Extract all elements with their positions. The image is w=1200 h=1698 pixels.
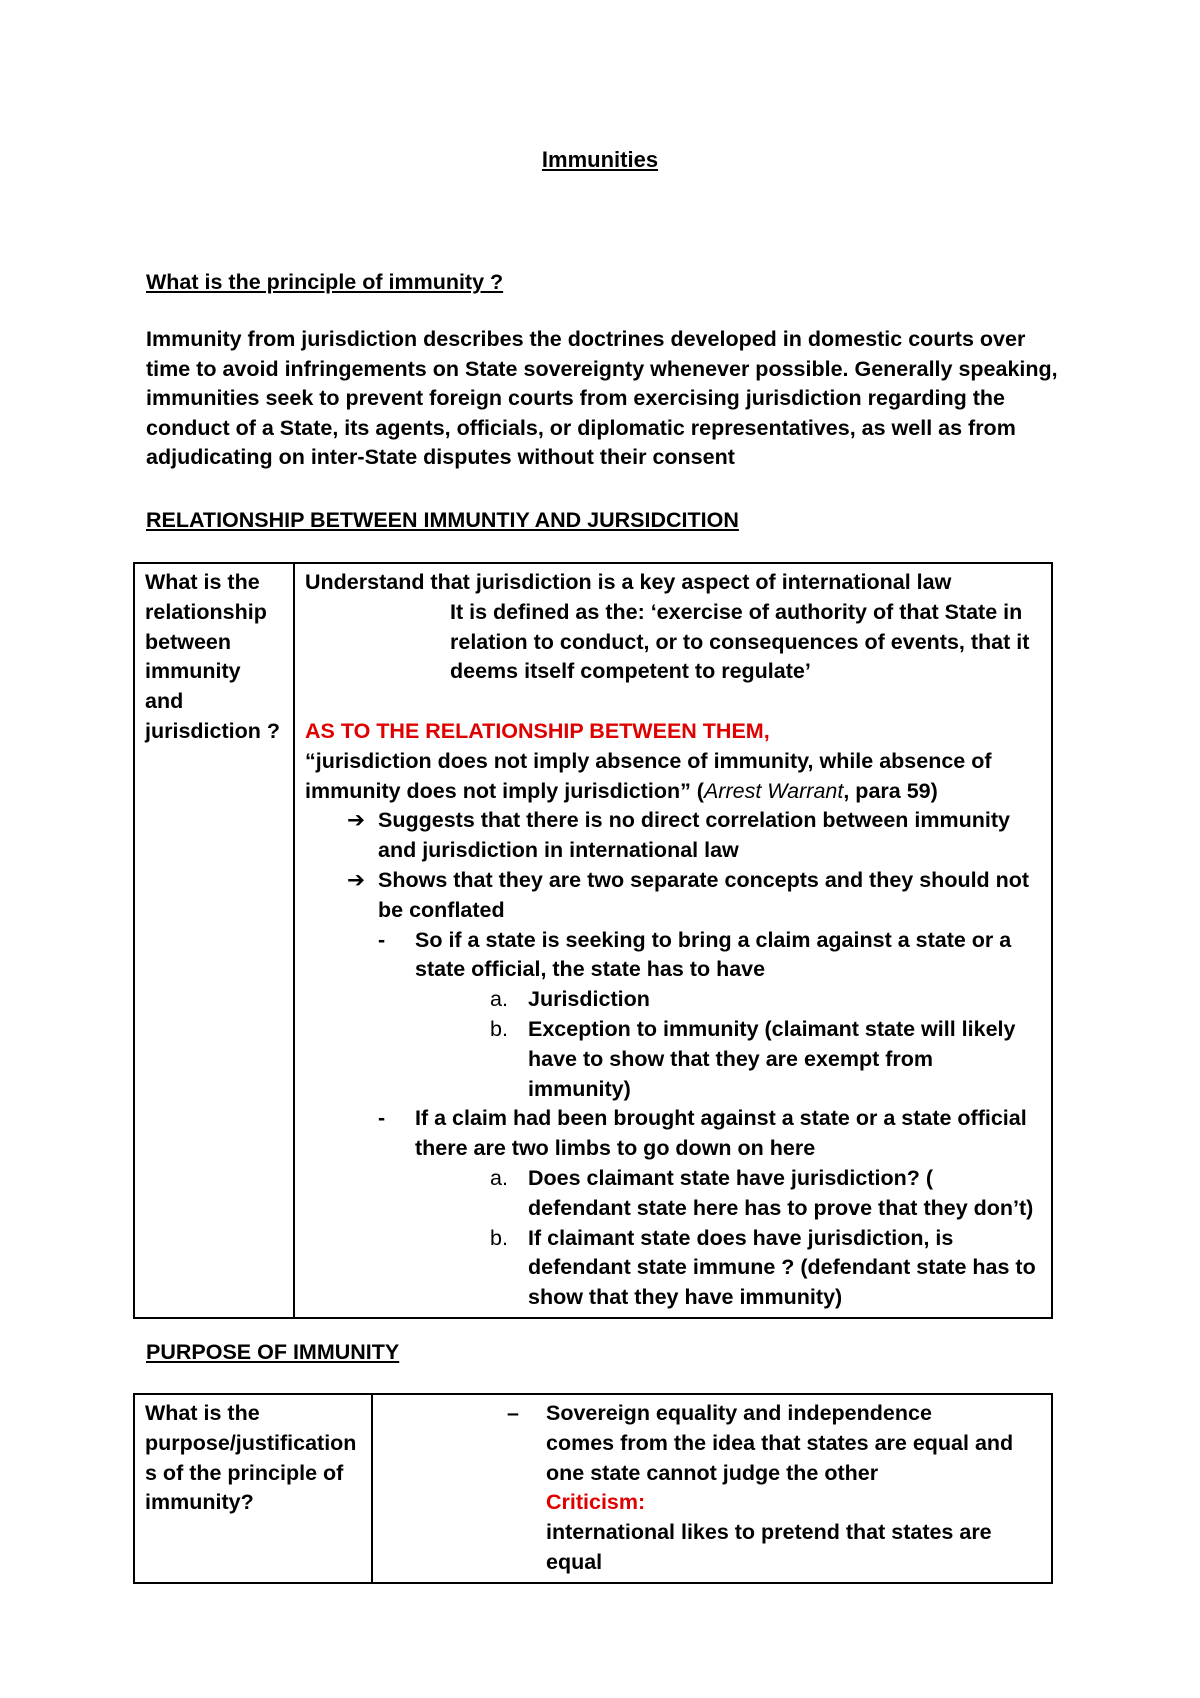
section-heading-relationship: RELATIONSHIP BETWEEN IMMUNTIY AND JURSIDCITION	[146, 508, 739, 532]
purpose-point-title: Sovereign equality and independence	[546, 1401, 932, 1425]
section-heading-principle: What is the principle of immunity ?	[146, 270, 504, 294]
intro-paragraph: Immunity from jurisdiction describes the doctrines developed in domestic courts over time to avoid infringements on State sovereignty whenever possible. Generally speaking, immunities seek to prevent foreign courts from exercising jurisdiction regarding the conduct of a State, its agents, officials, or diplomatic representatives, as well as from adjudicating on inter-State disputes without their consent	[146, 327, 1058, 469]
arrow-bullet: ➔ Suggests that there is no direct correlation between immunity and jurisdiction in international law	[347, 808, 1010, 863]
jurisdiction-definition: It is defined as the: ‘exercise of authority of that State in relation to conduct, or to consequences of events, that it deems itself competent to regulate’	[450, 599, 1030, 684]
relationship-question: What is the relationship between immunity and jurisdiction ?	[145, 570, 280, 743]
lettered-item: b. If claimant state does have jurisdiction, is defendant state immune ? (defendant state has to show that they have immunity)	[490, 1225, 1036, 1310]
purpose-question: What is the purpose/justification s of the principle of immunity?	[145, 1401, 357, 1515]
arrest-warrant-quote: “jurisdiction does not imply absence of immunity, while absence of immunity does not imply jurisdiction” (Arrest Warrant, para 59)	[305, 748, 992, 803]
purpose-point-text: comes from the idea that states are equal and one state cannot judge the other	[546, 1430, 1014, 1485]
section-heading-purpose: PURPOSE OF IMMUNITY	[146, 1340, 400, 1364]
purpose-answer-cell	[372, 1394, 1052, 1583]
page-title: Immunities	[541, 147, 659, 172]
arrow-icon: ➔	[347, 867, 366, 892]
purpose-question-cell	[134, 1394, 372, 1583]
case-name: Arrest Warrant	[703, 778, 844, 803]
purpose-point	[383, 1399, 1041, 1429]
lettered-item: b. Exception to immunity (claimant state will likely have to show that they are exempt from immunity)	[490, 1016, 1016, 1101]
lettered-item: a. Jurisdiction	[490, 987, 650, 1012]
dash-marker: –	[507, 1401, 519, 1425]
relationship-answer-cell	[294, 563, 1052, 1318]
criticism-text: international likes to pretend that states are equal	[546, 1520, 992, 1574]
jurisdiction-key-line: Understand that jurisdiction is a key aspect of international law	[305, 570, 952, 594]
purpose-table	[133, 1393, 1053, 1584]
relationship-red-heading: AS TO THE RELATIONSHIP BETWEEN THEM,	[305, 718, 770, 743]
relationship-table	[133, 562, 1053, 1319]
dash-marker: -	[378, 927, 386, 952]
relationship-question-cell	[134, 563, 294, 1318]
arrow-icon: ➔	[347, 808, 366, 833]
arrow-bullet: ➔ Shows that they are two separate concepts and they should not be conflated	[347, 867, 1030, 922]
lettered-item: a. Does claimant state have jurisdiction? ( defendant state here has to prove that they don’t)	[490, 1165, 1034, 1220]
dash-bullet: - So if a state is seeking to bring a claim against a state or a state official, the state has to have	[378, 927, 1012, 982]
dash-marker: -	[378, 1106, 386, 1131]
criticism-label: Criticism:	[546, 1490, 646, 1515]
dash-bullet: - If a claim had been brought against a state or a state official there are two limbs to go down on here	[378, 1106, 1027, 1161]
